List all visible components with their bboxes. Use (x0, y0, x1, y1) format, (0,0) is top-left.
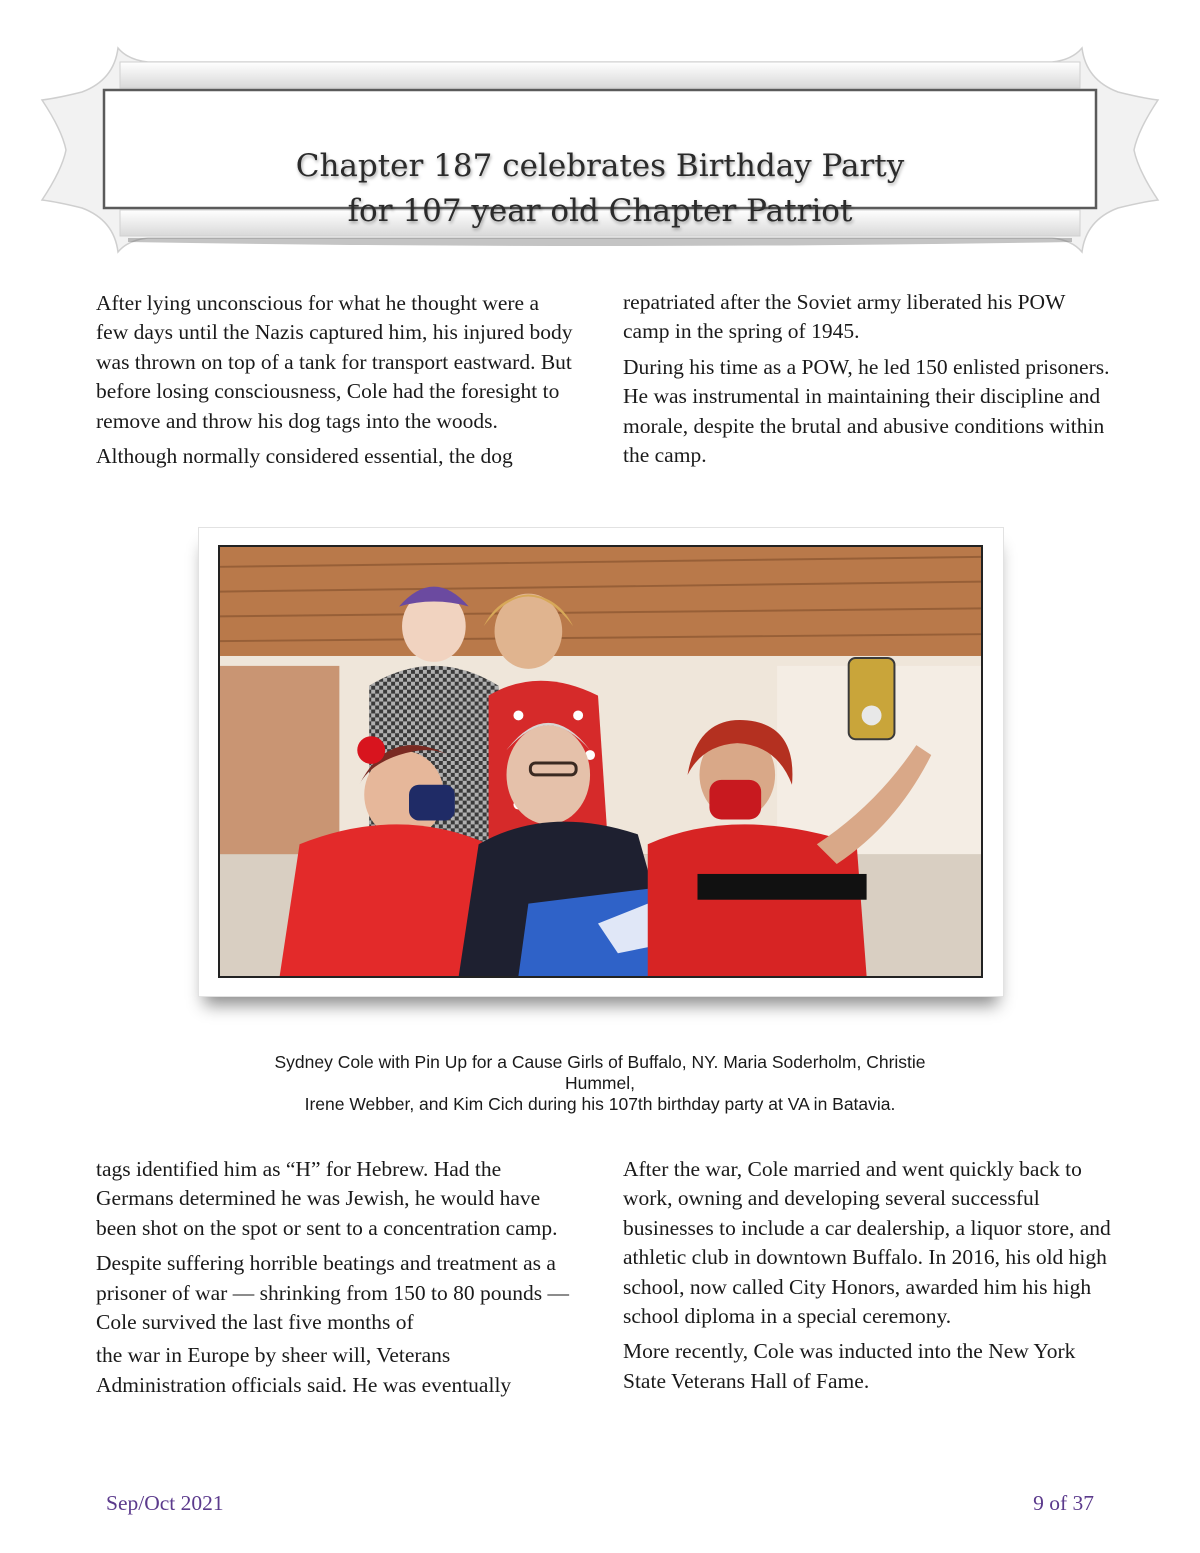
paragraph: After lying unconscious for what he thought were a few days until the Nazis captured him, his injured body was thrown on top of a tank for transport eastward. But before losing consciousness, Cole had the foresight to remove and throw his dog tags into the woods. (96, 291, 573, 433)
paragraph: repatriated after the Soviet army liberated his POW camp in the spring of 1945. (623, 290, 1065, 344)
article-column-bottom-left (96, 1155, 576, 1406)
paragraph: After the war, Cole married and went quickly back to work, owning and developing several successful businesses to include a car dealership, a liquor store, and athletic club in downtown Buffalo. In 2016, his old high school, now called City Honors, awarded him his high school diploma in a special ceremony. (623, 1157, 1111, 1329)
paragraph: During his time as a POW, he led 150 enlisted prisoners. He was instrumental in maintaining their discipline and morale, despite the brutal and abusive conditions within the camp. (623, 354, 1110, 468)
caption-line-3: Irene Webber, and Kim Cich during his 107th birthday party at VA in Batavia. (304, 1094, 896, 1114)
party-photo-illustration (220, 547, 981, 976)
caption-line-1: Sydney Cole with Pin Up for a Cause Girls of Buffalo, NY. Maria Soderholm, Christie (274, 1052, 926, 1072)
footer-page-number: 9 of 37 (1033, 1491, 1094, 1515)
title-line-2: for 107 year old Chapter Patriot (347, 193, 853, 229)
paragraph: the war in Europe by sheer will, Veterans Administration officials said. He was eventually (96, 1343, 512, 1397)
caption-line-2: Hummel, (564, 1073, 635, 1093)
article-column-bottom-right (623, 1155, 1113, 1402)
paragraph: tags identified him as “H” for Hebrew. Had the Germans determined he was Jewish, he would have been shot on the spot or sent to a concentration camp. (96, 1157, 558, 1240)
article-column-top-right (623, 288, 1113, 476)
footer-issue-date: Sep/Oct 2021 (106, 1491, 224, 1515)
article-column-top-left (96, 289, 576, 477)
title-line-1: Chapter 187 celebrates Birthday Party (295, 148, 905, 184)
photo-frame (198, 527, 1004, 997)
page-title (38, 144, 1162, 234)
paragraph: More recently, Cole was inducted into the New York State Veterans Hall of Fame. (623, 1339, 1076, 1393)
photo-caption (200, 1052, 1000, 1115)
party-photo (218, 545, 983, 978)
paragraph: Despite suffering horrible beatings and treatment as a prisoner of war — shrinking from 150 to 80 pounds — Cole survived the last five months of (96, 1251, 569, 1335)
title-banner (38, 40, 1162, 260)
paragraph: Although normally considered essential, the dog (96, 444, 513, 469)
